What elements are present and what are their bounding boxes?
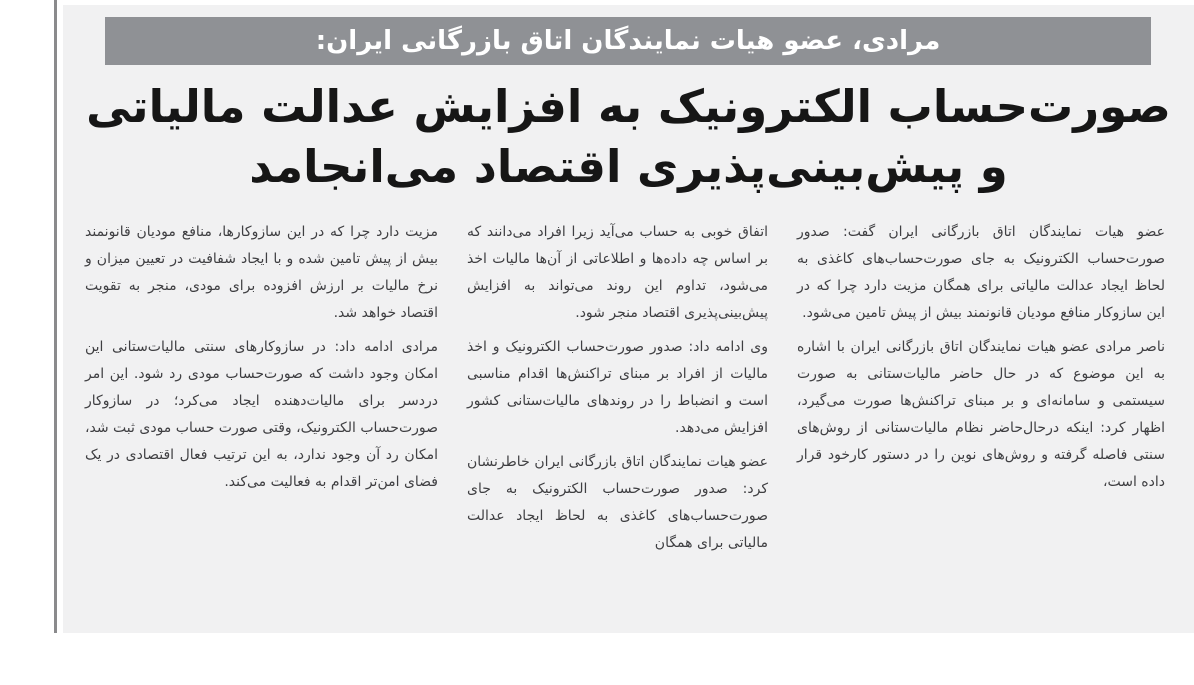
- paragraph: عضو هیات نمایندگان اتاق بازرگانی ایران خاطرنشان کرد: صدور صورت‌حساب الکترونیک به جای صورت‌حساب‌های کاغذی به لحاظ ایجاد عدالت مالیاتی برای همگان: [467, 454, 768, 551]
- article-column-3: [85, 219, 438, 557]
- paragraph: وی ادامه داد: صدور صورت‌حساب الکترونیک و اخذ مالیات از افراد بر مبنای تراکنش‌ها اقدام مناسبی است و انضباط را در روندهای مالیات‌ستانی کشور افزایش می‌دهد.: [467, 339, 768, 436]
- article-headline: [63, 77, 1194, 197]
- kicker-text: مرادی، عضو هیات نمایندگان اتاق بازرگانی ایران:: [315, 26, 941, 56]
- paragraph: ناصر مرادی عضو هیات نمایندگان اتاق بازرگانی ایران با اشاره به این موضوع که در حال حاضر مالیات‌ستانی به صورت سیستمی و سامانه‌ای و بر مبنای تراکنش‌ها صورت می‌گیرد، اظهار کرد: اینکه درحال‌حاضر نظام مالیات‌ستانی از روش‌های سنتی فاصله گرفته و روش‌های نوین را در دستور کارخود قرار داده است،: [797, 339, 1165, 490]
- article-clip: [63, 5, 1194, 633]
- bottom-margin: [0, 633, 1194, 685]
- headline-line-2: و پیش‌بینی‌پذیری اقتصاد می‌انجامد: [249, 140, 1008, 193]
- headline-line-1: صورت‌حساب الکترونیک به افزایش عدالت مالیاتی: [86, 80, 1171, 133]
- article-column-1: [797, 219, 1165, 557]
- paragraph: عضو هیات نمایندگان اتاق بازرگانی ایران گفت: صدور صورت‌حساب الکترونیک به جای صورت‌حساب‌های کاغذی به لحاظ ایجاد عدالت مالیاتی برای همگان مزیت دارد چرا که در این سازوکار منافع مودیان قانونمند بیش از پیش تامین می‌شود.: [797, 224, 1165, 321]
- paragraph: مرادی ادامه داد: در سازوکارهای سنتی مالیات‌ستانی این امکان وجود داشت که صورت‌حساب مودی رد شود. این امر دردسر برای مالیات‌دهنده ایجاد می‌کرد؛ در سازوکار صورت‌حساب الکترونیک، وقتی صورت حساب مودی ثبت شد، امکان رد آن وجود ندارد، به این ترتیب فعال اقتصادی در یک فضای امن‌تر اقدام به فعالیت می‌کند.: [85, 339, 438, 490]
- article-column-2: [467, 219, 768, 557]
- article-body: [85, 219, 1165, 557]
- paragraph: مزیت دارد چرا که در این سازوکارها، منافع مودیان قانونمند بیش از پیش تامین شده و با ایجاد شفافیت در تعیین میزان و نرخ مالیات بر ارزش افزوده برای مودی، منجر به تقویت اقتصاد خواهد شد.: [85, 224, 438, 321]
- page-fold-line: [54, 0, 57, 646]
- kicker-bar: [105, 17, 1151, 65]
- paragraph: اتفاق خوبی به حساب می‌آید زیرا افراد می‌دانند که بر اساس چه داده‌ها و اطلاعاتی از آن‌ها مالیات اخذ می‌شود، تداوم این روند می‌تواند به افزایش پیش‌بینی‌پذیری اقتصاد منجر شود.: [467, 224, 768, 321]
